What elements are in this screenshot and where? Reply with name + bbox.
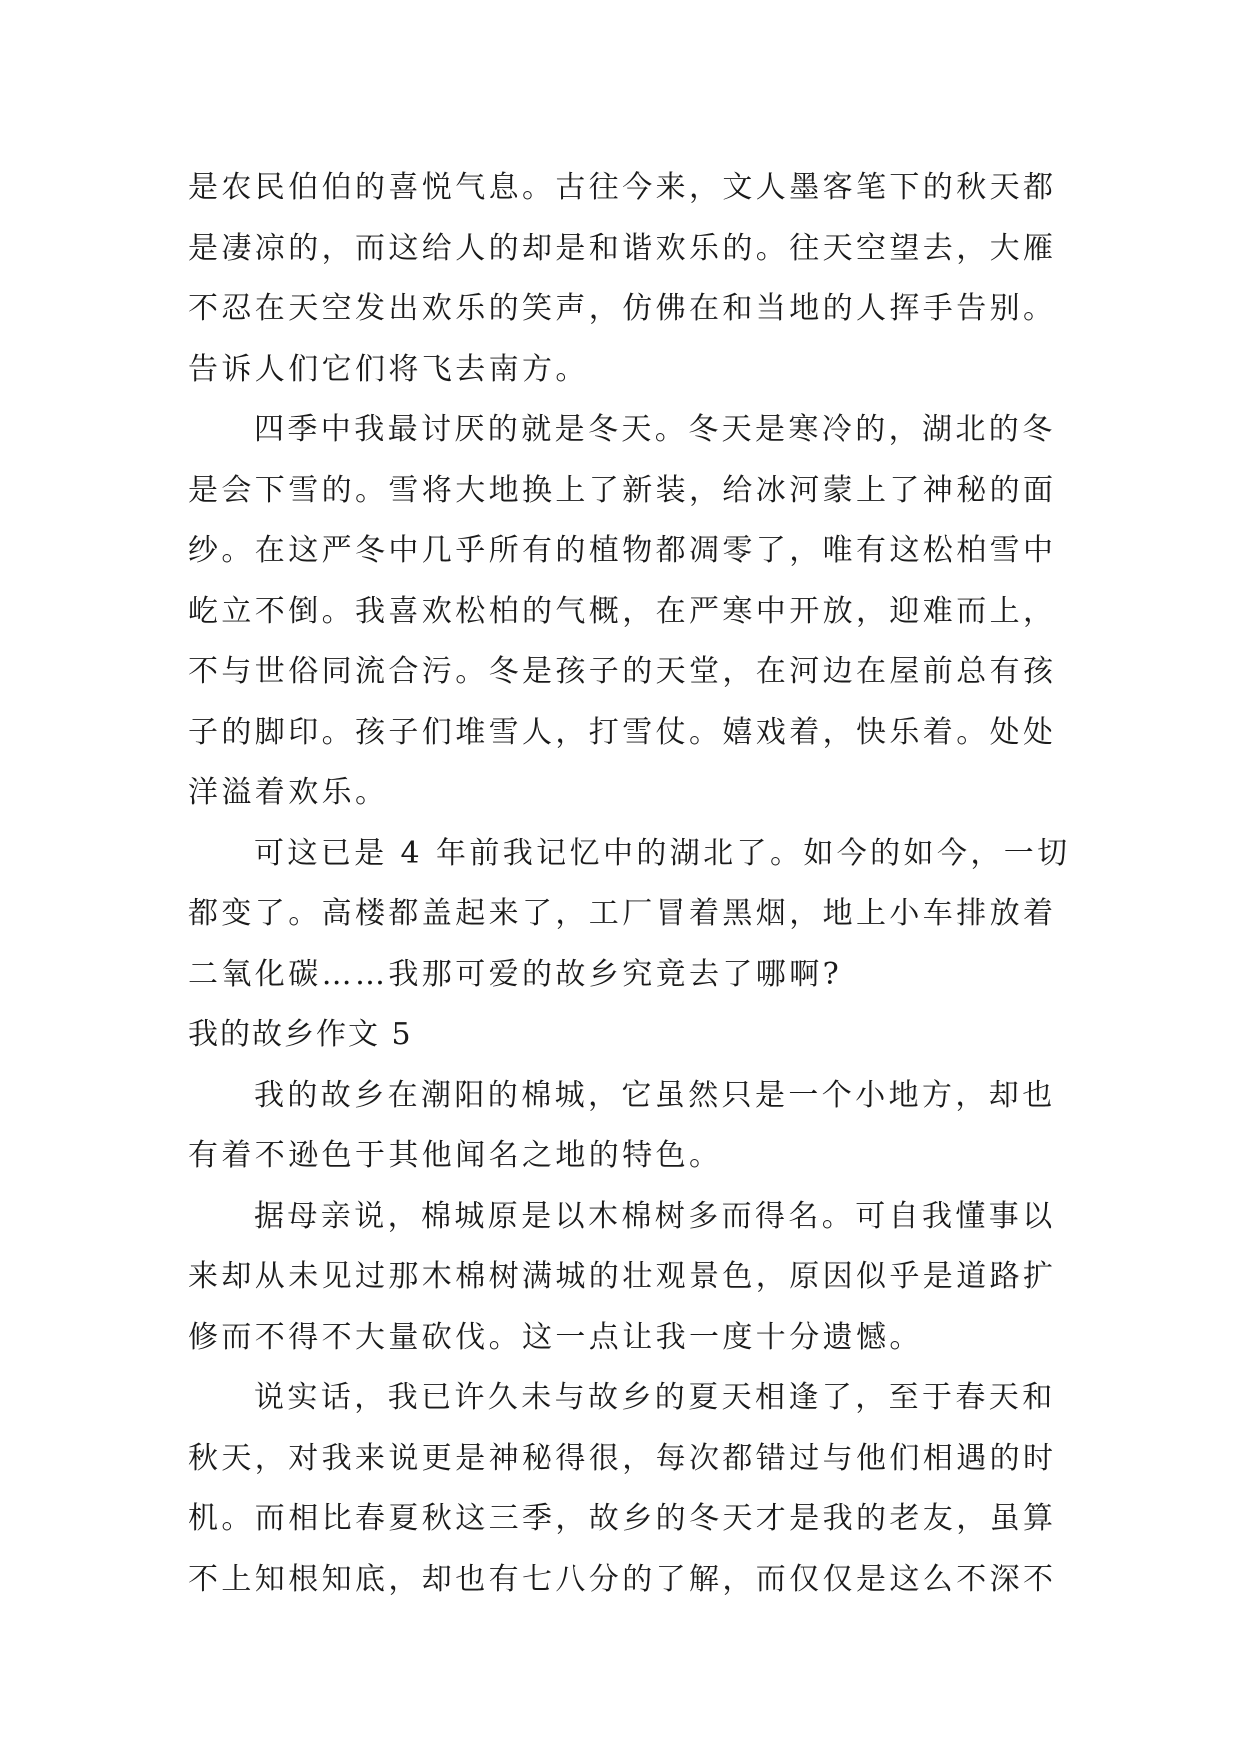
text-line: 不忍在天空发出欢乐的笑声，仿佛在和当地的人挥手告别。 <box>188 291 1057 326</box>
text-line: 我的故乡在潮阳的棉城，它虽然只是一个小地方，却也 <box>254 1077 1056 1113</box>
text-line: 说实话，我已许久未与故乡的夏天相逢了，至于春天和 <box>254 1380 1056 1415</box>
text-line: 来却从未见过那木棉树满城的壮观景色，原因似乎是道路扩 <box>188 1259 1057 1294</box>
text-line: 洋溢着欢乐。 <box>188 775 389 810</box>
text-line: 是凄凉的，而这给人的却是和谐欢乐的。往天空望去，大雁 <box>188 230 1057 266</box>
text-line: 四季中我最讨厌的就是冬天。冬天是寒冷的，湖北的冬 <box>254 412 1056 447</box>
text-line: 告诉人们它们将飞去南方。 <box>188 351 589 387</box>
text-line: 不与世俗同流合污。冬是孩子的天堂，在河边在屋前总有孩 <box>188 654 1057 689</box>
text-line: 修而不得不大量砍伐。这一点让我一度十分遗憾。 <box>188 1319 923 1355</box>
text-line: 是会下雪的。雪将大地换上了新装，给冰河蒙上了神秘的面 <box>188 472 1057 508</box>
text-line: 机。而相比春夏秋这三季，故乡的冬天才是我的老友，虽算 <box>188 1501 1057 1536</box>
text-line: 屹立不倒。我喜欢松柏的气概，在严寒中开放，迎难而上， <box>188 593 1057 629</box>
text-line: 有着不逊色于其他闻名之地的特色。 <box>188 1138 723 1173</box>
text-line: 二氧化碳……我那可爱的故乡究竟去了哪啊? <box>188 956 843 992</box>
section-heading: 我的故乡作文 5 <box>188 1017 413 1052</box>
document-body <box>188 158 1071 1610</box>
text-line: 都变了。高楼都盖起来了，工厂冒着黑烟，地上小车排放着 <box>188 896 1057 931</box>
text-line: 秋天，对我来说更是神秘得很，每次都错过与他们相遇的时 <box>188 1440 1057 1476</box>
text-line: 据母亲说，棉城原是以木棉树多而得名。可自我懂事以 <box>254 1198 1056 1234</box>
text-line: 纱。在这严冬中几乎所有的植物都凋零了，唯有这松柏雪中 <box>188 533 1057 568</box>
text-line: 不上知根知底，却也有七八分的了解，而仅仅是这么不深不 <box>188 1561 1057 1597</box>
text-line: 子的脚印。孩子们堆雪人，打雪仗。嬉戏着，快乐着。处处 <box>188 714 1057 750</box>
text-line: 是农民伯伯的喜悦气息。古往今来，文人墨客笔下的秋天都 <box>188 170 1057 205</box>
text-line: 可这已是 4 年前我记忆中的湖北了。如今的如今，一切 <box>254 835 1071 871</box>
